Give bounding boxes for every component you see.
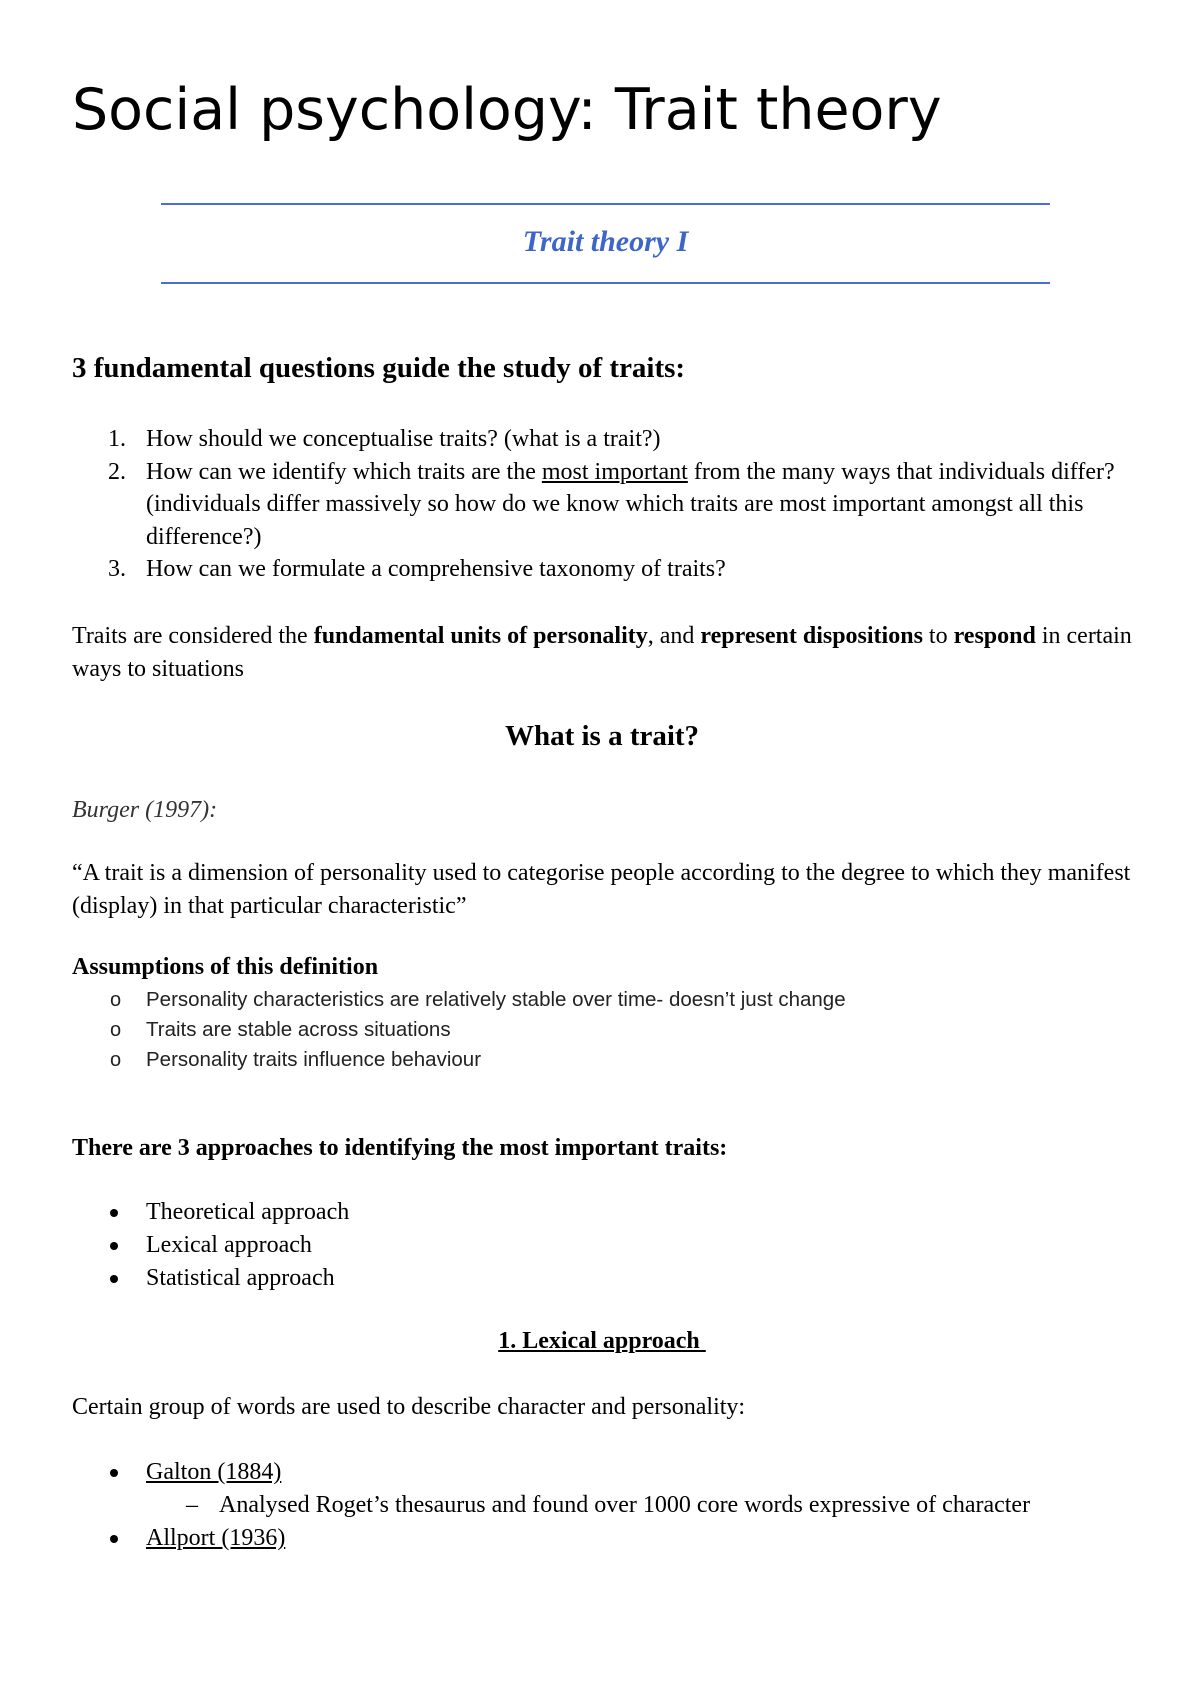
- bold-run: respond: [953, 623, 1036, 649]
- question-text: How can we identify which traits are the: [146, 458, 542, 485]
- bullet-icon: [110, 1209, 118, 1217]
- list-item-text: Statistical approach: [146, 1265, 335, 1291]
- researcher-name: Galton (1884): [146, 1459, 282, 1485]
- list-item: [72, 1045, 846, 1075]
- list-item: [72, 985, 846, 1015]
- list-item-text: Analysed Roget’s thesaurus and found over 1000 core words expressive of character: [219, 1492, 1031, 1518]
- question-text: How should we conceptualise traits? (what is a trait?): [146, 426, 661, 452]
- question-text-continued: from the many ways that individuals differ? (individuals differ massively so how do we know which traits are most important amongst all this difference?): [146, 458, 1115, 550]
- text-run: to: [922, 623, 954, 649]
- circle-bullet-icon: o: [110, 1049, 122, 1071]
- bullet-icon: [110, 1469, 118, 1477]
- bold-run: represent dispositions: [700, 623, 923, 649]
- what-is-trait-heading: What is a trait?: [504, 720, 700, 752]
- list-item: [72, 1456, 1139, 1489]
- subtitle-bottom-rule: [161, 282, 1050, 284]
- question-item: [72, 553, 1132, 586]
- researcher-name: Allport (1936): [146, 1525, 286, 1551]
- researchers-list: [72, 1456, 1139, 1555]
- assumptions-heading: Assumptions of this definition: [72, 954, 379, 980]
- list-number: 1.: [108, 426, 126, 452]
- question-item: [72, 456, 1132, 554]
- question-item: [72, 423, 1132, 456]
- subtitle-top-rule: [161, 203, 1050, 205]
- list-item-text: Lexical approach: [146, 1232, 312, 1258]
- text-run: Traits are considered the: [72, 623, 314, 649]
- circle-bullet-icon: o: [110, 1019, 122, 1041]
- text-run: in certain ways to situations: [72, 623, 1132, 682]
- list-item-text: Personality traits influence behaviour: [146, 1048, 482, 1071]
- lexical-intro: Certain group of words are used to describe character and personality:: [72, 1394, 746, 1420]
- circle-bullet-icon: o: [110, 989, 122, 1011]
- bullet-icon: [110, 1242, 118, 1250]
- approaches-list: [72, 1196, 349, 1295]
- list-item: [72, 1229, 349, 1262]
- traits-paragraph: [72, 620, 1132, 686]
- definition-quote: “A trait is a dimension of personality used to categorise people according to the degree to which they manifest (display) in that particular characteristic”: [72, 860, 1131, 919]
- list-number: 3.: [108, 556, 126, 582]
- questions-list: [72, 423, 1132, 586]
- assumptions-list: [72, 985, 846, 1075]
- underlined-text: most important: [541, 458, 688, 485]
- list-item-text: Personality characteristics are relatively stable over time- doesn’t just change: [146, 988, 846, 1011]
- bold-run: fundamental units of personality: [313, 623, 648, 649]
- list-item: [72, 1262, 349, 1295]
- dash-marker: –: [186, 1492, 198, 1518]
- citation: Burger (1997):: [72, 797, 218, 823]
- bullet-icon: [110, 1535, 118, 1543]
- page-title: Social psychology: Trait theory: [72, 77, 942, 143]
- text-run: , and: [647, 623, 701, 649]
- bullet-icon: [110, 1275, 118, 1283]
- approaches-heading: There are 3 approaches to identifying the most important traits:: [72, 1135, 728, 1161]
- list-item-text: Traits are stable across situations: [146, 1018, 451, 1041]
- lexical-approach-heading: 1. Lexical approach: [498, 1328, 706, 1354]
- list-item-text: Theoretical approach: [146, 1199, 350, 1225]
- subtitle: Trait theory I: [522, 225, 689, 258]
- list-item: [72, 1196, 349, 1229]
- list-item: [72, 1015, 846, 1045]
- section-heading: 3 fundamental questions guide the study of traits:: [72, 352, 686, 384]
- question-text: How can we formulate a comprehensive taxonomy of traits?: [146, 556, 726, 582]
- sub-list-item: [72, 1489, 1139, 1522]
- list-item: [72, 1522, 1139, 1555]
- list-number: 2.: [108, 458, 126, 485]
